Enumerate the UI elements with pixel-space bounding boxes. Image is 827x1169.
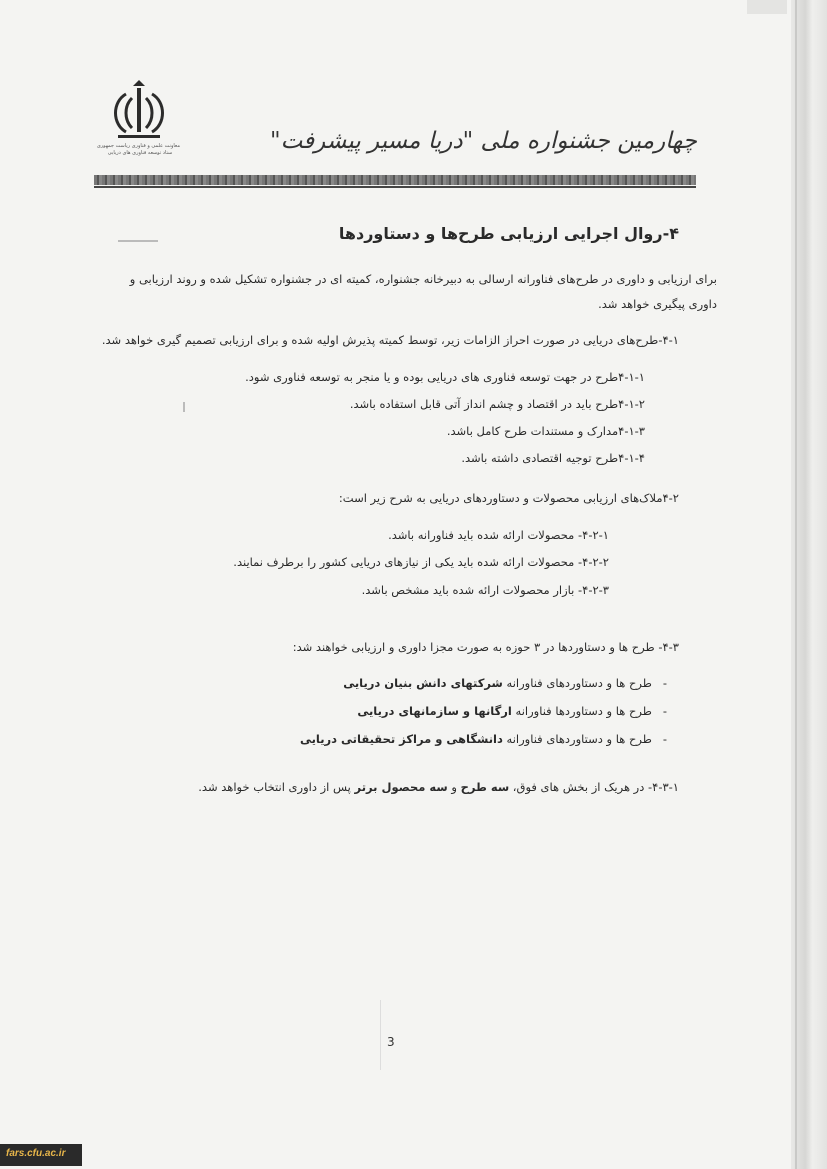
festival-title: چهارمین جشنواره ملی "دریا مسیر پیشرفت" — [270, 128, 697, 154]
s431-suffix: پس از داوری انتخاب خواهد شد. — [198, 780, 351, 794]
section-4-1-item: ۴-۱-۱طرح در جهت توسعه فناوری های دریایی بوده و یا منجر به توسعه فناوری شود. — [245, 370, 645, 384]
section-4-3-item — [300, 732, 667, 746]
section-4-3-item — [357, 704, 667, 718]
section-4-1-item: ۴-۱-۲طرح باید در اقتصاد و چشم انداز آتی قابل استفاده باشد. — [349, 397, 645, 411]
item-bold-text: شرکتهای دانش بنیان دریایی — [343, 676, 503, 690]
section-4-1-item: ۴-۱-۴طرح توجیه اقتصادی داشته باشد. — [461, 451, 645, 465]
item-plain-text: طرح ها و دستاوردهای فناورانه — [502, 732, 652, 746]
page-fold-line — [795, 0, 797, 1169]
section-heading: ۴-روال اجرایی ارزیابی طرح‌ها و دستاوردها — [338, 224, 679, 243]
emblem-caption-line2: ستاد توسعه فناوری های دریایی — [107, 150, 173, 156]
section-4-1-item: ۴-۱-۳مدارک و مستندات طرح کامل باشد. — [446, 424, 645, 438]
section-4-2-item: ۴-۲-۲- محصولات ارائه شده باید یکی از نیازهای دریایی کشور را برطرف نمایند. — [233, 555, 609, 569]
source-watermark — [0, 1144, 82, 1166]
emblem-caption — [96, 143, 180, 157]
section-4-2-item: ۴-۲-۱- محصولات ارائه شده باید فناورانه باشد. — [388, 528, 609, 542]
emblem-caption-line1: معاونت علمی و فناوری ریاست جمهوری — [96, 143, 180, 149]
s431-prefix: ۴-۳-۱- در هریک از بخش های فوق، — [509, 780, 679, 794]
item-plain-text: طرح ها و دستاوردها فناورانه — [511, 704, 652, 718]
bullet-dash: - — [662, 704, 667, 718]
header-divider — [94, 175, 696, 185]
bullet-dash: - — [662, 732, 667, 746]
item-bold-text: ارگانها و سازمانهای دریایی — [357, 704, 512, 718]
page-number: 3 — [387, 1035, 395, 1049]
scan-speck — [183, 402, 185, 412]
section-4-2-item: ۴-۲-۳- بازار محصولات ارائه شده باید مشخص باشد. — [361, 583, 609, 597]
section-4-2-title: ۴-۲ملاک‌های ارزیابی محصولات و دستاوردهای دریایی به شرح زیر است: — [338, 491, 679, 505]
bullet-dash: - — [662, 676, 667, 690]
source-watermark-text: fars.cfu.ac.ir — [6, 1148, 66, 1159]
section-4-3-1 — [198, 780, 679, 794]
scan-artifact-line — [380, 1000, 381, 1070]
item-bold-text: دانشگاهی و مراکز تحقیقاتی دریایی — [299, 732, 503, 746]
section-4-1-title: ۴-۱-طرح‌های دریایی در صورت احراز الزامات زیر، توسط کمیته پذیرش اولیه شده و برای ارزیابی تصمیم گیری خواهد شد. — [101, 333, 679, 347]
header-divider-thin — [94, 186, 696, 188]
section-4-3-title: ۴-۳- طرح ها و دستاوردها در ۳ حوزه به صورت مجزا داوری و ارزیابی خواهند شد: — [292, 640, 679, 654]
intro-line-1: برای ارزیابی و داوری در طرح‌های فناورانه ارسالی به دبیرخانه جشنواره، کمیته ای در جشنواره تشکیل شده و روند ارزیابی و — [129, 272, 717, 286]
item-plain-text: طرح ها و دستاوردهای فناورانه — [502, 676, 652, 690]
scan-top-mark — [747, 0, 787, 14]
intro-line-2: داوری پیگیری خواهد شد. — [598, 297, 717, 311]
s431-bold-1: سه طرح — [460, 780, 510, 794]
section-4-3-item — [343, 676, 667, 690]
s431-mid: و — [447, 780, 457, 794]
scan-speck — [118, 240, 158, 242]
s431-bold-2: سه محصول برتر — [354, 780, 448, 794]
